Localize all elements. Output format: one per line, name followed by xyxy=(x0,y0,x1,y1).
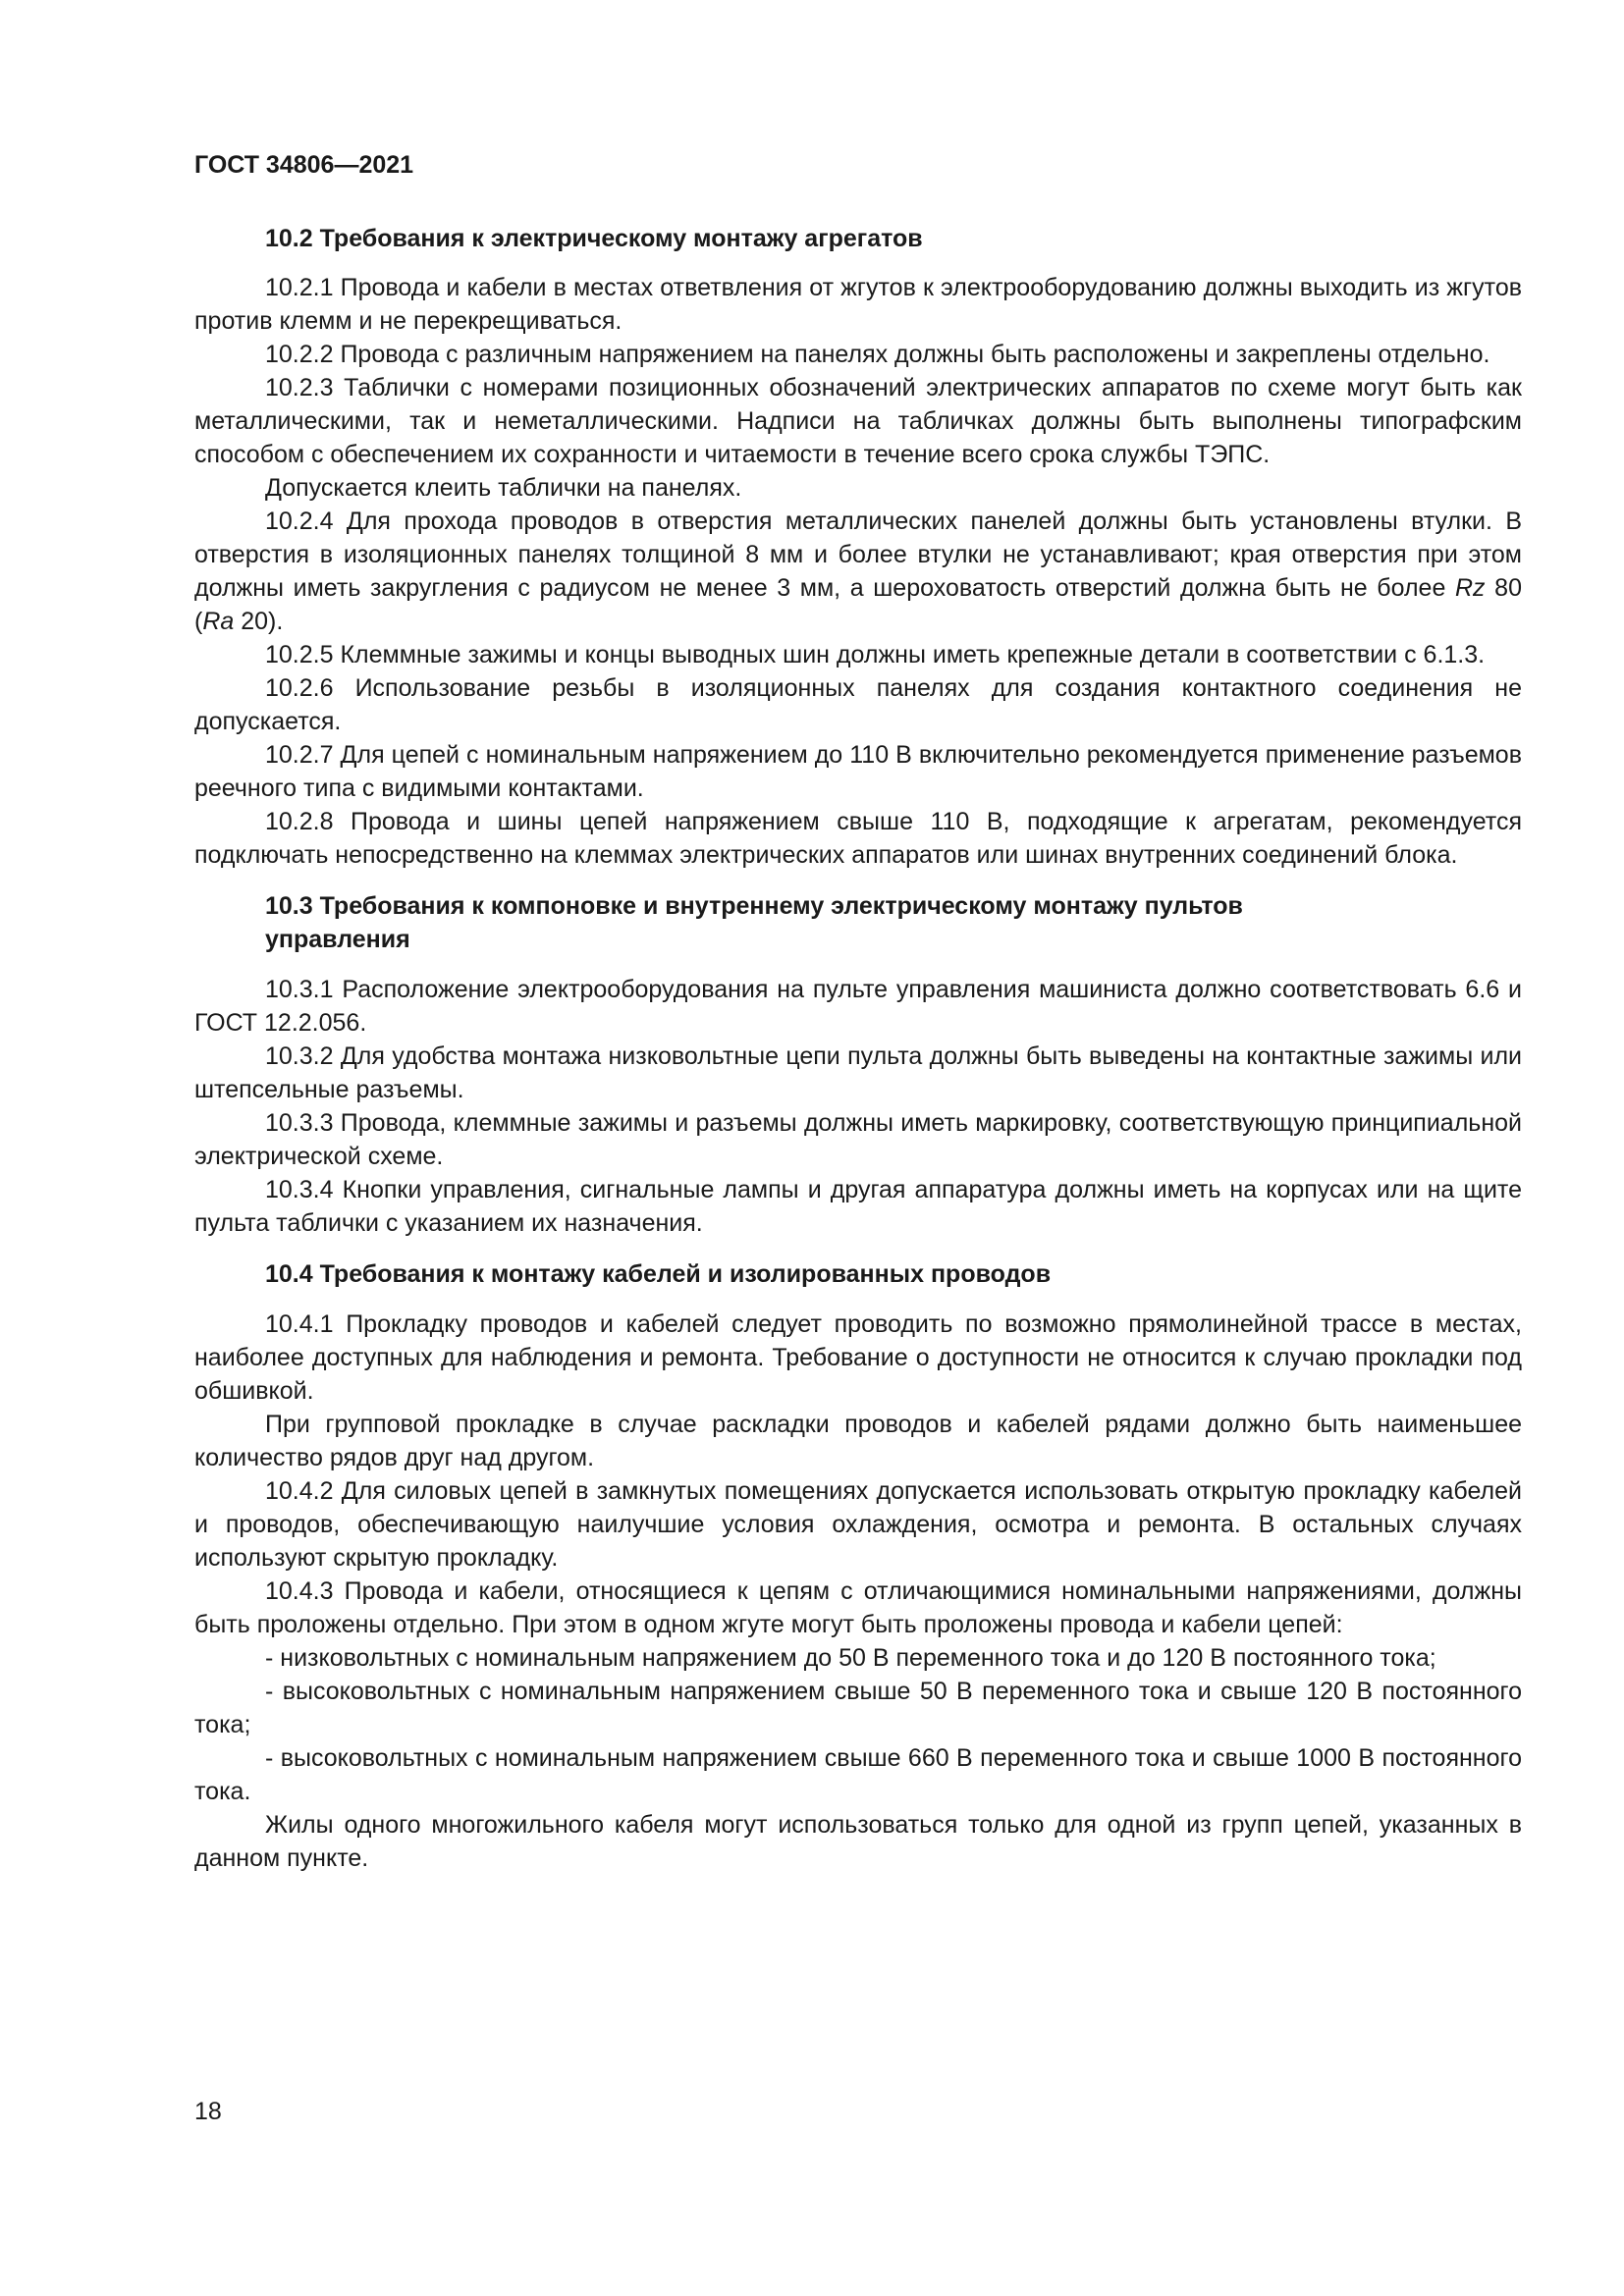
paragraph-10-4-1-group: При групповой прокладке в случае раскладки проводов и кабелей рядами должно быть наименьшее количество рядов друг над другом. xyxy=(194,1411,1522,1471)
paragraph-10-4-2: 10.4.2 Для силовых цепей в замкнутых помещениях допускается использовать открытую прокладку кабелей и проводов, обеспечивающую наилучшие условия охлаждения, осмотра и ремонта. В остальных случаях используют скрытую прокладку. xyxy=(194,1477,1522,1572)
paragraph-10-2-3-note: Допускается клеить таблички на панелях. xyxy=(265,474,742,502)
ra-value: 20). xyxy=(234,608,284,635)
list-item: - высоковольтных с номинальным напряжением свыше 50 В переменного тока и свыше 120 В постоянного тока; xyxy=(194,1678,1522,1738)
rz-value: 80 ( xyxy=(194,574,1522,635)
document-code-header: ГОСТ 34806—2021 xyxy=(194,151,414,179)
list-item: - высоковольтных с номинальным напряжением свыше 660 В переменного тока и свыше 1000 В постоянного тока. xyxy=(194,1744,1522,1805)
list-item: - низковольтных с номинальным напряжением до 50 В переменного тока и до 120 В постоянного тока; xyxy=(265,1644,1436,1672)
paragraph-10-3-1: 10.3.1 Расположение электрооборудования на пульте управления машиниста должно соответствовать 6.6 и ГОСТ 12.2.056. xyxy=(194,976,1522,1037)
section-10-4-title: 10.4 Требования к монтажу кабелей и изолированных проводов xyxy=(265,1260,1052,1288)
page-number: 18 xyxy=(194,2098,222,2125)
ra-symbol: Ra xyxy=(202,608,235,635)
paragraph-10-3-4: 10.3.4 Кнопки управления, сигнальные лампы и другая аппаратура должны иметь на корпусах или на щите пульта таблички с указанием их назначения. xyxy=(194,1176,1522,1237)
rz-symbol: Rz xyxy=(1455,574,1486,602)
document-page xyxy=(194,0,1522,2296)
section-10-2-title: 10.2 Требования к электрическому монтажу агрегатов xyxy=(265,225,923,252)
document-body xyxy=(194,222,1522,1875)
paragraph-10-2-5: 10.2.5 Клеммные зажимы и концы выводных шин должны иметь крепежные детали в соответствии с 6.1.3. xyxy=(265,641,1486,668)
section-10-3-title: 10.3 Требования к компоновке и внутреннему электрическому монтажу пультов управления xyxy=(265,892,1243,953)
paragraph-10-4-3-note: Жилы одного многожильного кабеля могут использоваться только для одной из групп цепей, указанных в данном пункте. xyxy=(194,1811,1522,1872)
paragraph-10-2-4-text: 10.2.4 Для прохода проводов в отверстия металлических панелей должны быть установлены втулки. В отверстия в изоляционных панелях толщиной 8 мм и более втулки не устанавливают; края отверстия при этом должны иметь закругления с радиусом не менее 3 мм, а шероховатость отверстий должна быть не более xyxy=(194,507,1522,602)
paragraph-10-4-1: 10.4.1 Прокладку проводов и кабелей следует проводить по возможно прямолинейной трассе в местах, наиболее доступных для наблюдения и ремонта. Требование о доступности не относится к случаю прокладки под обшивкой. xyxy=(194,1310,1522,1405)
paragraph-10-4-3: 10.4.3 Провода и кабели, относящиеся к цепям с отличающимися номинальными напряжениями, должны быть проложены отдельно. При этом в одном жгуте могут быть проложены провода и кабели цепей: xyxy=(194,1577,1522,1638)
paragraph-10-2-1: 10.2.1 Провода и кабели в местах ответвления от жгутов к электрооборудованию должны выходить из жгутов против клемм и не перекрещиваться. xyxy=(194,274,1522,335)
paragraph-10-2-4 xyxy=(194,505,1522,638)
paragraph-10-2-6: 10.2.6 Использование резьбы в изоляционных панелях для создания контактного соединения не допускается. xyxy=(194,674,1522,735)
paragraph-10-2-3: 10.2.3 Таблички с номерами позиционных обозначений электрических аппаратов по схеме могут быть как металлическими, так и неметаллическими. Надписи на табличках должны быть выполнены типографским способом с обеспечением их сохранности и читаемости в течение всего срока службы ТЭПС. xyxy=(194,374,1522,468)
paragraph-10-2-8: 10.2.8 Провода и шины цепей напряжением свыше 110 В, подходящие к агрегатам, рекомендуется подключать непосредственно на клеммах электрических аппаратов или шинах внутренних соединений блока. xyxy=(194,808,1522,869)
paragraph-10-3-3: 10.3.3 Провода, клеммные зажимы и разъемы должны иметь маркировку, соответствующую принципиальной электрической схеме. xyxy=(194,1109,1522,1170)
paragraph-10-2-7: 10.2.7 Для цепей с номинальным напряжением до 110 В включительно рекомендуется применение разъемов реечного типа с видимыми контактами. xyxy=(194,741,1522,802)
paragraph-10-2-2: 10.2.2 Провода с различным напряжением на панелях должны быть расположены и закреплены отдельно. xyxy=(265,341,1490,368)
paragraph-10-3-2: 10.3.2 Для удобства монтажа низковольтные цепи пульта должны быть выведены на контактные зажимы или штепсельные разъемы. xyxy=(194,1042,1522,1103)
